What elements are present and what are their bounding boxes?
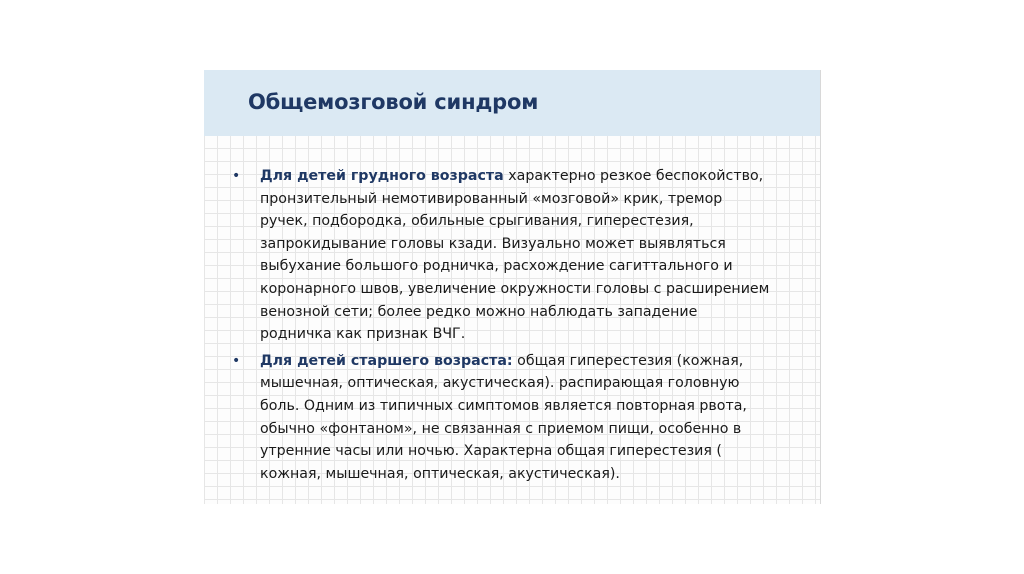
bullet-older-children xyxy=(232,350,812,486)
bullet-line: выбухание большого родничка, расхождение сагиттального и xyxy=(260,258,733,275)
bullet-line: кожная, мышечная, оптическая, акустическая). xyxy=(260,465,620,482)
title-band xyxy=(204,70,820,136)
bullet-line: пронзительный немотивированный «мозговой» крик, тремор xyxy=(260,190,723,207)
bullet-line xyxy=(260,165,812,188)
bullet-line: ручек, подбородка, обильные срыгивания, гиперестезия, xyxy=(260,213,694,230)
bullet-line: боль. Одним из типичных симптомов является повторная рвота, xyxy=(260,397,747,414)
bullet-dot-icon: • xyxy=(232,168,241,184)
bullet-line: обычно «фонтаном», не связанная с приемом пищи, особенно в xyxy=(260,420,742,437)
slide-title: Общемозговой синдром xyxy=(248,90,539,114)
bullet-line: родничка как признак ВЧГ. xyxy=(260,326,466,343)
slide xyxy=(204,70,820,504)
bullet-line: утренние часы или ночью. Характерна общая гиперестезия ( xyxy=(260,443,722,460)
bullet-infants xyxy=(232,165,812,346)
bullet-list xyxy=(232,165,812,489)
bullet-line: венозной сети; более редко можно наблюдать западение xyxy=(260,303,698,320)
bullet-line: коронарного швов, увеличение окружности головы с расширением xyxy=(260,280,770,297)
bullet-line: мышечная, оптическая, акустическая). распирающая головную xyxy=(260,375,740,392)
bullet-text: характерно резкое беспокойство, xyxy=(503,168,764,184)
bullet-dot-icon: • xyxy=(232,352,241,369)
bullet-line xyxy=(260,350,812,373)
bullet-text: общая гиперестезия (кожная, xyxy=(512,352,744,369)
bullet-lead: Для детей старшего возраста: xyxy=(260,352,513,369)
bullet-lead: Для детей грудного возраста xyxy=(260,168,504,184)
bullet-line: запрокидывание головы кзади. Визуально может выявляться xyxy=(260,235,726,252)
